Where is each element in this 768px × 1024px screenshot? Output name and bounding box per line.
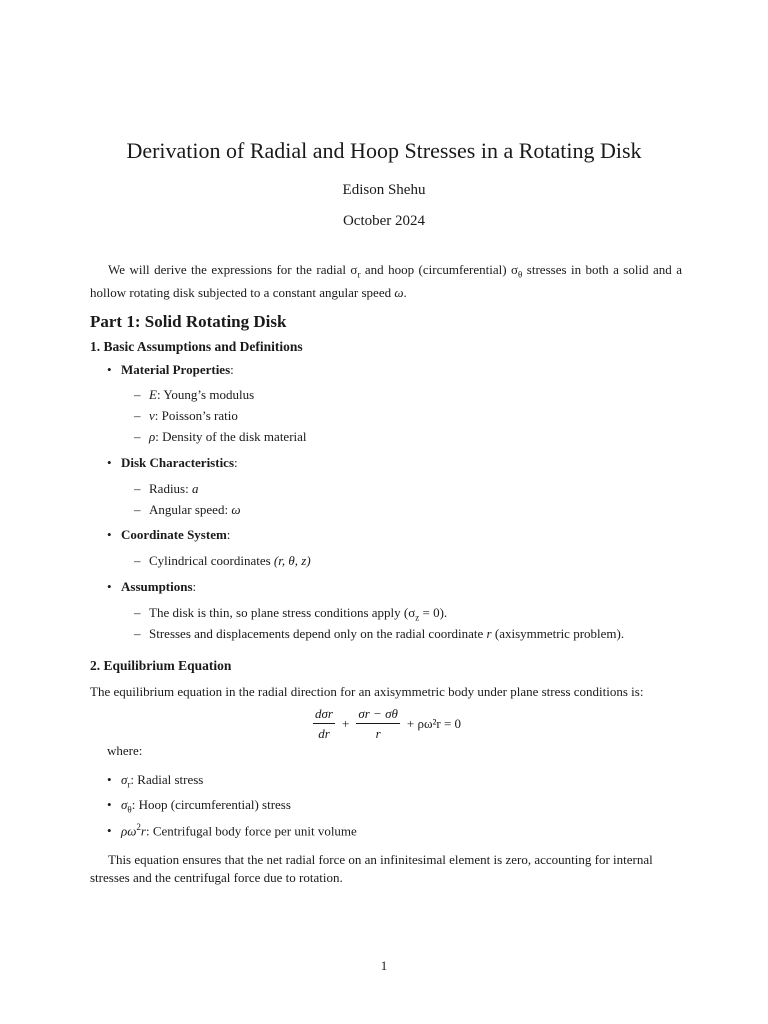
list-item: – ρ: Density of the disk material [134, 429, 307, 444]
paper-title: Derivation of Radial and Hoop Stresses in a Rotating Disk [126, 138, 642, 163]
section-heading-assumptions: 1. Basic Assumptions and Definitions [90, 339, 303, 354]
closing-paragraph: This equation ensures that the net radial force on an infinitesimal element is zero, accounting for internal stresses and the centrifugal force due to rotation. [90, 852, 653, 885]
section-heading-equilibrium: 2. Equilibrium Equation [90, 658, 232, 673]
list-item: – ν: Poisson’s ratio [134, 408, 238, 423]
page-number: 1 [380, 958, 388, 973]
list-item: • $\rho\omega^2r$: Centrifugal body force per unit volume [107, 822, 357, 839]
bullet-coordinate-system: • Coordinate System: [107, 527, 231, 542]
publication-date: October 2024 [342, 213, 426, 229]
fraction-dsigma-dr: $\frac{\text{dσr}}{dr}$ [315, 706, 333, 741]
equation-intro: The equilibrium equation in the radial direction for an axisymmetric body under plane stress conditions is: [90, 684, 644, 699]
list-item: – E: Young’s modulus [134, 387, 255, 402]
author-name: Edison Shehu [342, 182, 426, 198]
list-item: – Radius: a [134, 481, 199, 496]
list-item: – The disk is thin, so plane stress conditions apply $(\sigma_z = 0)$. [134, 605, 448, 623]
list-item: – Cylindrical coordinates (r, θ, z) [134, 553, 311, 568]
bullet-disk-characteristics: • Disk Characteristics: [107, 455, 238, 470]
list-item: • $\sigma_r$: Radial stress [107, 772, 204, 790]
bullet-assumptions: • Assumptions: [107, 579, 197, 594]
list-item: – Stresses and displacements depend only on the radial coordinate r (axisymmetric problem). [134, 626, 625, 641]
part-heading: Part 1: Solid Rotating Disk [90, 312, 287, 331]
bullet-material-properties: • Material Properties: [107, 362, 234, 377]
intro-paragraph: We will derive the expressions for the radial $\sigma_r$ and hoop (circumferential) $\sigma_\theta$ stresses in both a solid and a hollow rotating disk subjected to a constant angular speed ω. [90, 262, 682, 300]
fraction-stress-difference: $\frac{\sigma r - \sigma\theta}{r}$ [358, 706, 398, 741]
list-item: – Angular speed: ω [134, 502, 241, 517]
where-label: where: [107, 743, 143, 758]
equilibrium-equation: $\frac{\text{dσr}}{dr}$ + $\frac{\sigma r - \sigma\theta}{r}$ + ρω²r = 0 [315, 706, 462, 741]
list-item: • $\sigma_\theta$: Hoop (circumferential) stress [107, 797, 291, 815]
